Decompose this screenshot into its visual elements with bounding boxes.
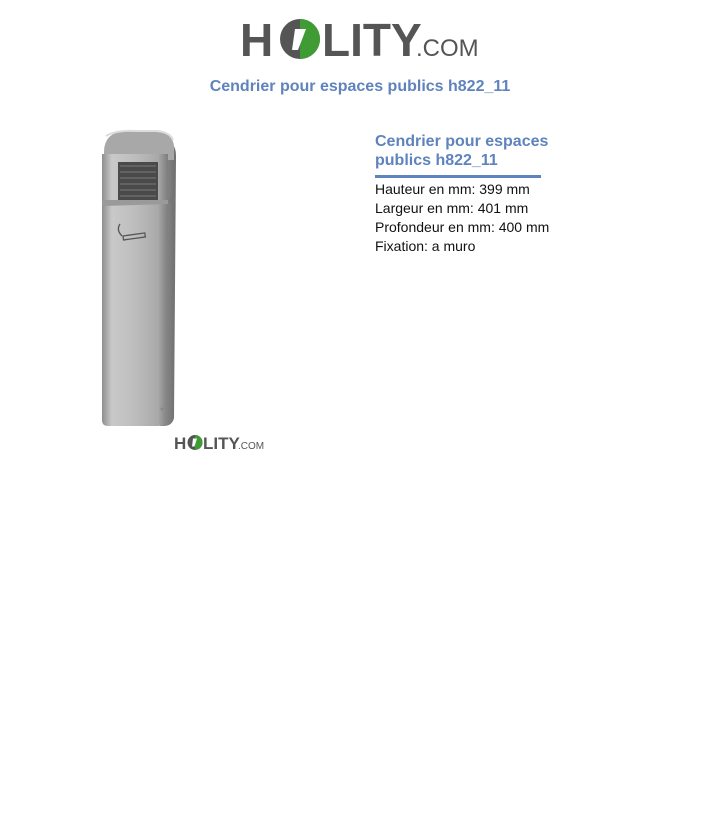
logo-com: .COM — [416, 35, 479, 62]
svg-text:LITY: LITY — [203, 434, 240, 453]
svg-text:.COM: .COM — [238, 441, 265, 452]
page-title: Cendrier pour espaces publics h822_11 — [209, 78, 511, 95]
spec-depth: Profondeur en mm: 400 mm — [375, 219, 550, 235]
logo-lity: LITY — [322, 14, 422, 66]
title-divider — [375, 175, 541, 178]
logo-o-icon — [280, 19, 320, 59]
product-name: Cendrier pour espaces publics h822_11 — [375, 133, 549, 169]
logo-o-small-icon — [188, 435, 203, 450]
wall-ashtray-image — [96, 126, 186, 431]
spec-height: Hauteur en mm: 399 mm — [375, 181, 530, 197]
spec-width: Largeur en mm: 401 mm — [375, 200, 529, 216]
svg-text:H: H — [174, 434, 187, 453]
product-info — [375, 132, 615, 256]
logo-h: H — [240, 14, 274, 66]
spec-mounting: Fixation: a muro — [375, 238, 476, 254]
holity-logo-small — [174, 432, 270, 454]
holity-logo[interactable] — [240, 12, 485, 68]
